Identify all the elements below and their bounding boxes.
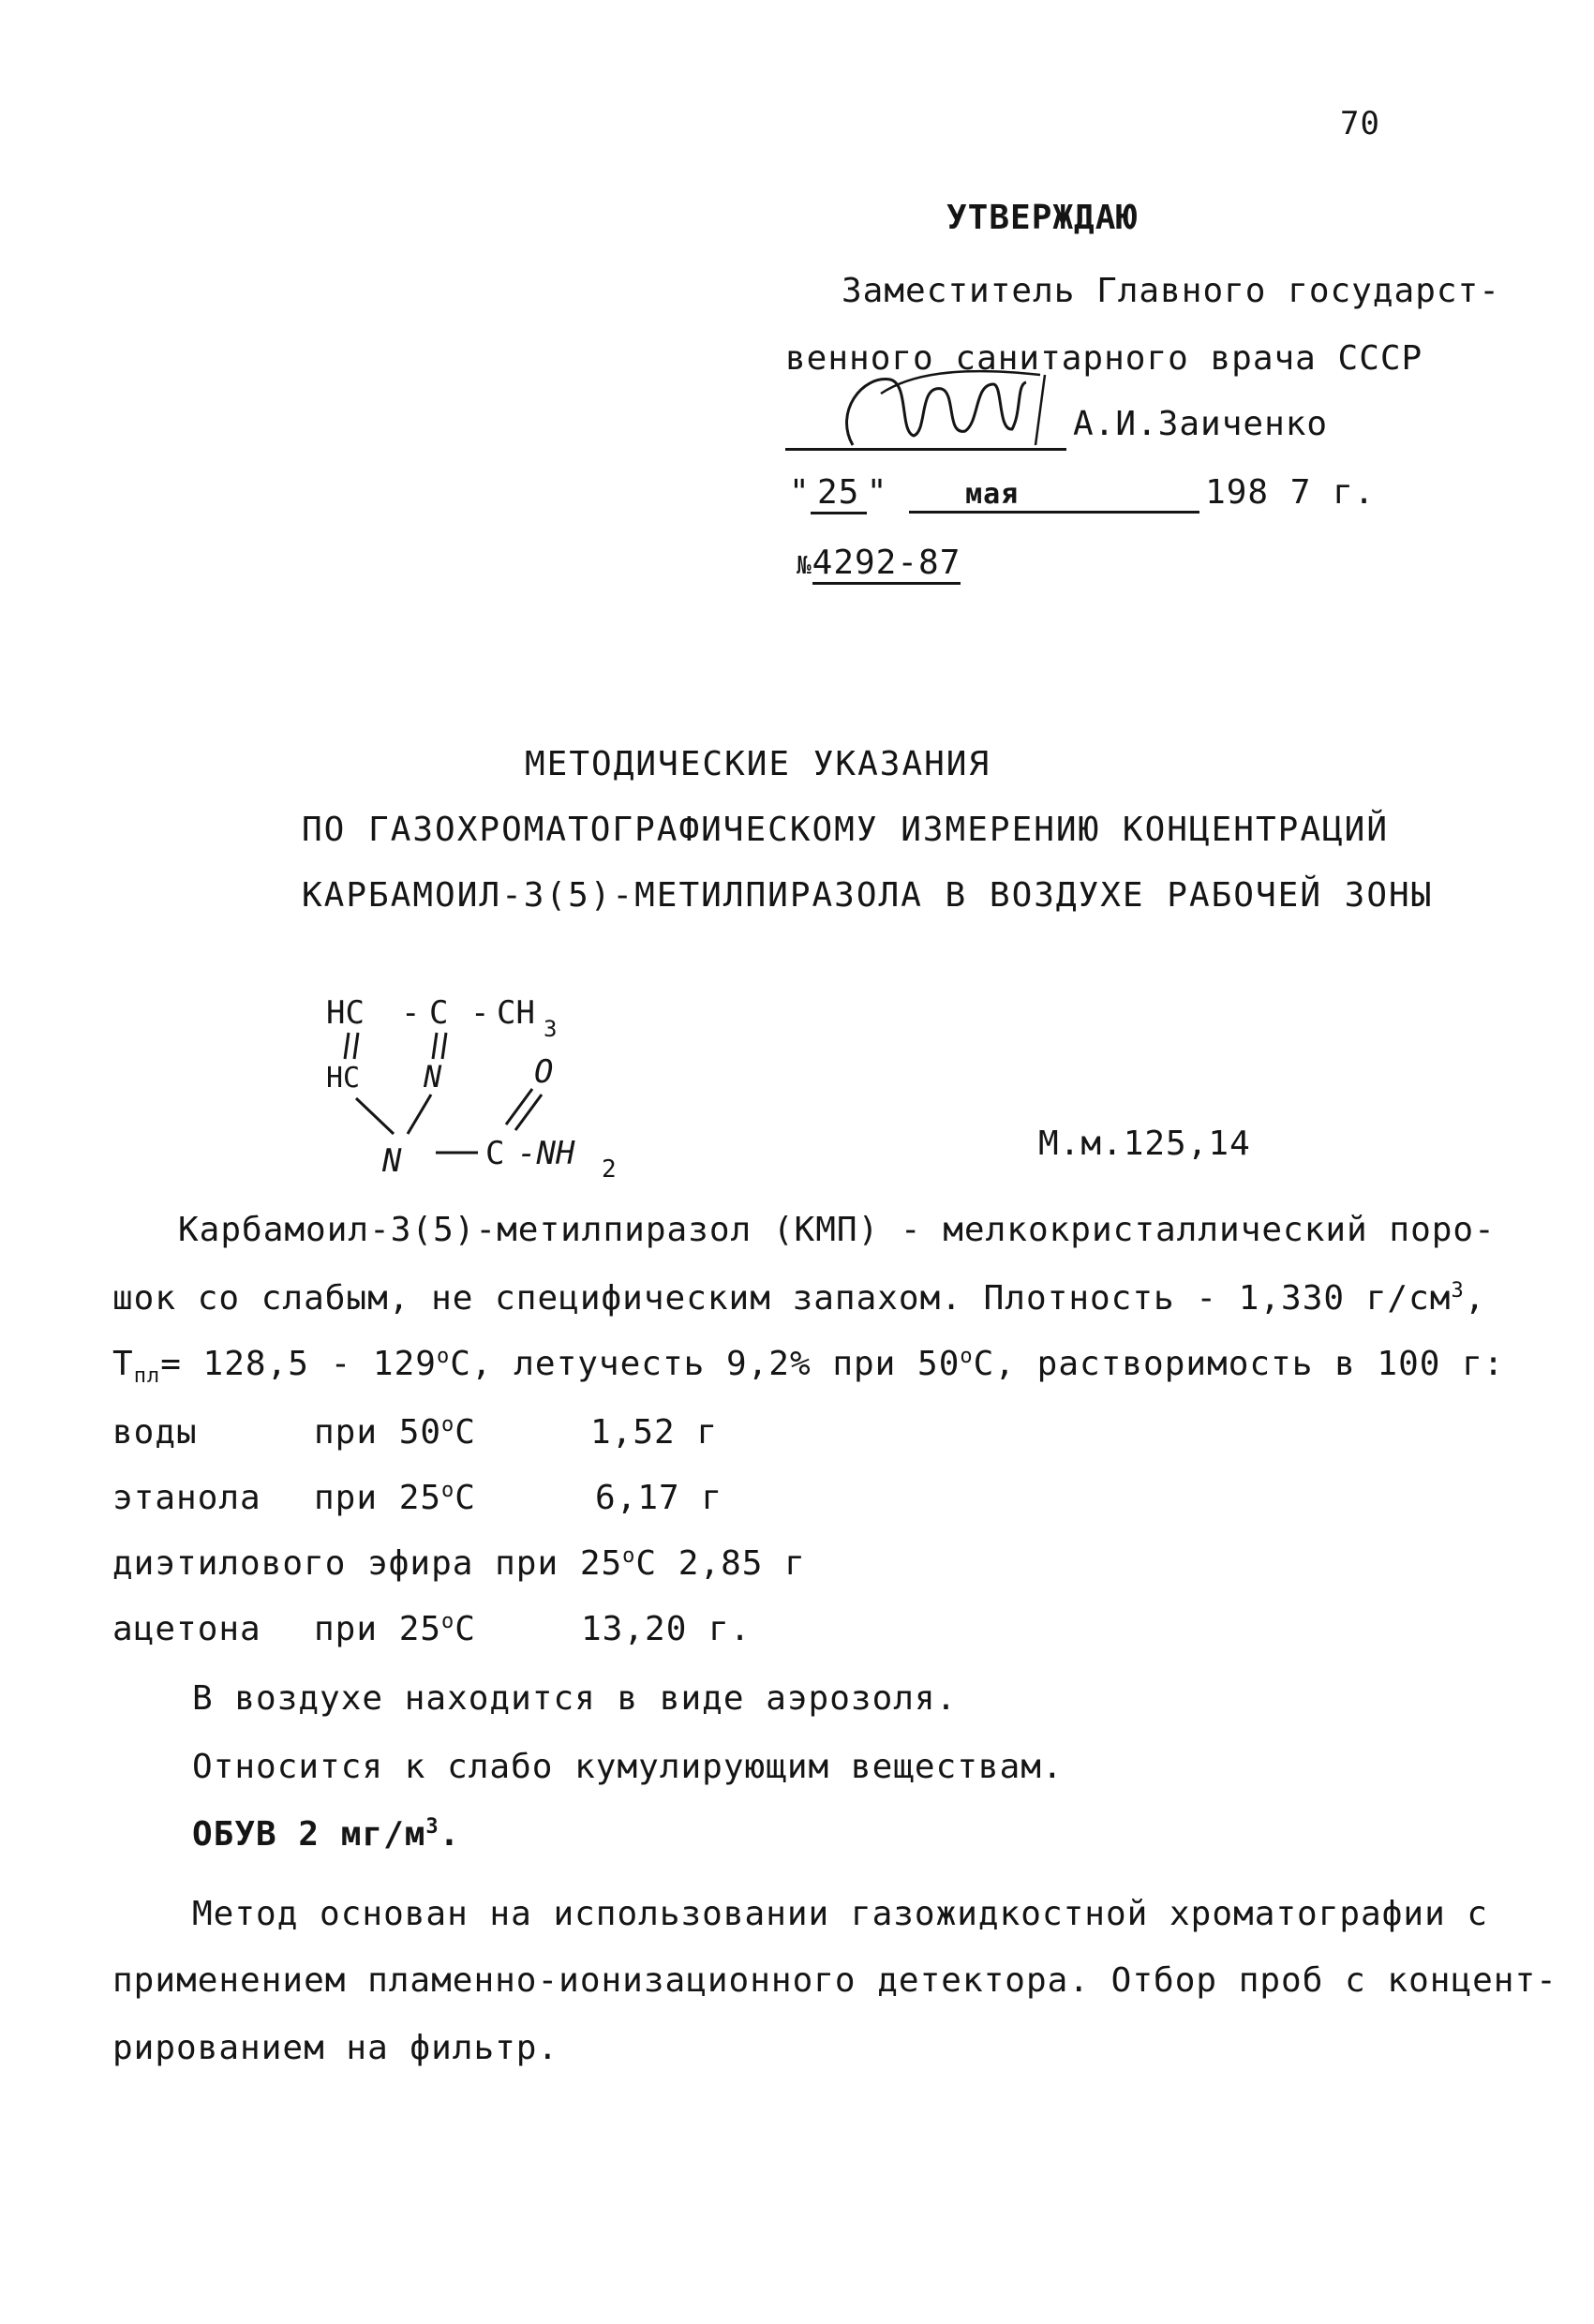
degree-superscript-1: о bbox=[436, 1345, 451, 1368]
melting-range: = 128,5 - 129 bbox=[160, 1345, 437, 1383]
oel-end: . bbox=[439, 1815, 461, 1854]
degree-superscript-2: о bbox=[960, 1345, 974, 1368]
solvent-name: ацетона bbox=[112, 1610, 261, 1648]
method-line-2: применением пламенно-ионизационного детектора. Отбор проб с концент- bbox=[112, 1961, 1557, 2000]
description-line-2 bbox=[112, 1279, 1485, 1318]
solvent-temp: при 25 bbox=[314, 1479, 442, 1517]
date-month: мая bbox=[909, 478, 1199, 514]
oel-superscript: 3 bbox=[425, 1815, 439, 1839]
signature-image bbox=[825, 356, 1068, 459]
bond-c-o-2 bbox=[515, 1095, 542, 1130]
formula-n-ring: N bbox=[424, 1059, 442, 1095]
bond-hc-hc-2 bbox=[354, 1033, 358, 1059]
note-aerosol: В воздухе находится в виде аэрозоля. bbox=[192, 1679, 958, 1718]
formula-hc-bottom: HC bbox=[326, 1062, 361, 1095]
document-number-value: 4292-87 bbox=[812, 544, 961, 585]
celsius-unit: С bbox=[454, 1479, 476, 1517]
title-line-1: МЕТОДИЧЕСКИЕ УКАЗАНИЯ bbox=[525, 745, 991, 783]
cubic-superscript: 3 bbox=[1451, 1279, 1465, 1303]
degree-superscript: о bbox=[441, 1413, 455, 1437]
formula-o: O bbox=[534, 1053, 554, 1091]
formula-ch: CH bbox=[497, 994, 535, 1032]
degree-superscript: о bbox=[441, 1479, 455, 1502]
solvent-name: диэтилового эфира при 25 bbox=[112, 1544, 623, 1583]
formula-nh: -NH bbox=[517, 1135, 575, 1172]
note-cumulative: Относится к слабо кумулирующим веществам. bbox=[192, 1748, 1064, 1786]
solvent-name: воды bbox=[112, 1413, 198, 1452]
structural-formula bbox=[309, 984, 703, 1199]
bond-c-n-2 bbox=[442, 1033, 446, 1059]
bond-hc-n bbox=[356, 1098, 394, 1134]
title-line-3: КАРБАМОИЛ-3(5)-МЕТИЛПИРАЗОЛА В ВОЗДУХЕ РАБОЧЕЙ ЗОНЫ bbox=[302, 876, 1434, 915]
approval-line-2: венного санитарного врача СССР bbox=[785, 339, 1423, 378]
approval-date bbox=[789, 473, 1375, 514]
celsius-unit: С bbox=[454, 1413, 476, 1452]
bond-c-o-1 bbox=[506, 1089, 532, 1125]
molar-mass: М.м.125,14 bbox=[1038, 1125, 1251, 1163]
celsius-unit: С bbox=[454, 1610, 476, 1648]
formula-dash-2: - bbox=[470, 994, 490, 1032]
formula-c-carbonyl: C bbox=[485, 1135, 505, 1172]
description-line-2-text: шок со слабым, не специфическим запахом. Плотность - 1,330 г/см bbox=[112, 1279, 1452, 1318]
date-day: 25 bbox=[811, 473, 867, 514]
date-year: 198 7 г. bbox=[1205, 473, 1376, 512]
formula-dash-1: - bbox=[401, 994, 421, 1032]
document-number-prefix: № bbox=[797, 552, 812, 580]
bond-c-n-1 bbox=[433, 1033, 437, 1059]
melting-symbol: Т bbox=[112, 1345, 134, 1383]
method-line-3: рированием на фильтр. bbox=[112, 2029, 559, 2067]
solubility-value: 1,52 г bbox=[590, 1413, 719, 1452]
formula-nh-subscript: 2 bbox=[602, 1155, 617, 1184]
volatility-text: С, летучесть 9,2% при 50 bbox=[450, 1345, 961, 1383]
bond-hc-hc-1 bbox=[345, 1033, 349, 1059]
document-number bbox=[797, 544, 961, 585]
date-close-quote: " bbox=[866, 473, 888, 512]
oel-text: ОБУВ 2 мг/м bbox=[192, 1815, 426, 1854]
degree-superscript: о bbox=[622, 1544, 636, 1568]
formula-c-top: C bbox=[429, 994, 449, 1032]
method-line-1: Метод основан на использовании газожидкостной хроматографии с bbox=[192, 1895, 1489, 1933]
description-line-3 bbox=[112, 1345, 1505, 1389]
date-open-quote: " bbox=[789, 473, 811, 512]
approval-line-1: Заместитель Главного государст- bbox=[842, 272, 1500, 310]
description-line-2-end: , bbox=[1464, 1279, 1486, 1318]
formula-ch-subscript: 3 bbox=[544, 1016, 558, 1042]
bond-n-n bbox=[408, 1095, 431, 1134]
solubility-row-ether bbox=[112, 1544, 806, 1583]
melting-subscript: пл bbox=[133, 1364, 161, 1389]
title-line-2: ПО ГАЗОХРОМАТОГРАФИЧЕСКОМУ ИЗМЕРЕНИЮ КОНЦЕНТРАЦИЙ bbox=[302, 811, 1390, 849]
formula-hc-top: HC bbox=[326, 994, 365, 1032]
page-number: 70 bbox=[1340, 105, 1380, 142]
note-oel bbox=[192, 1815, 460, 1854]
description-line-1: Карбамоил-3(5)-метилпиразол (КМП) - мелкокристаллический поро- bbox=[178, 1211, 1496, 1249]
formula-n-bottom: N bbox=[382, 1142, 402, 1180]
solubility-value: 13,20 г. bbox=[581, 1610, 752, 1648]
approval-heading: УТВЕРЖДАЮ bbox=[946, 199, 1139, 237]
degree-superscript: о bbox=[441, 1610, 455, 1633]
solvent-temp: при 50 bbox=[314, 1413, 442, 1452]
signer-name: А.И.Заиченко bbox=[1073, 405, 1329, 443]
solvent-temp: при 25 bbox=[314, 1610, 442, 1648]
solvent-name: этанола bbox=[112, 1479, 261, 1517]
solubility-value: 6,17 г bbox=[595, 1479, 723, 1517]
signature-line bbox=[785, 448, 1066, 451]
solubility-value: С 2,85 г bbox=[635, 1544, 806, 1583]
solubility-intro: С, растворимость в 100 г: bbox=[973, 1345, 1505, 1383]
